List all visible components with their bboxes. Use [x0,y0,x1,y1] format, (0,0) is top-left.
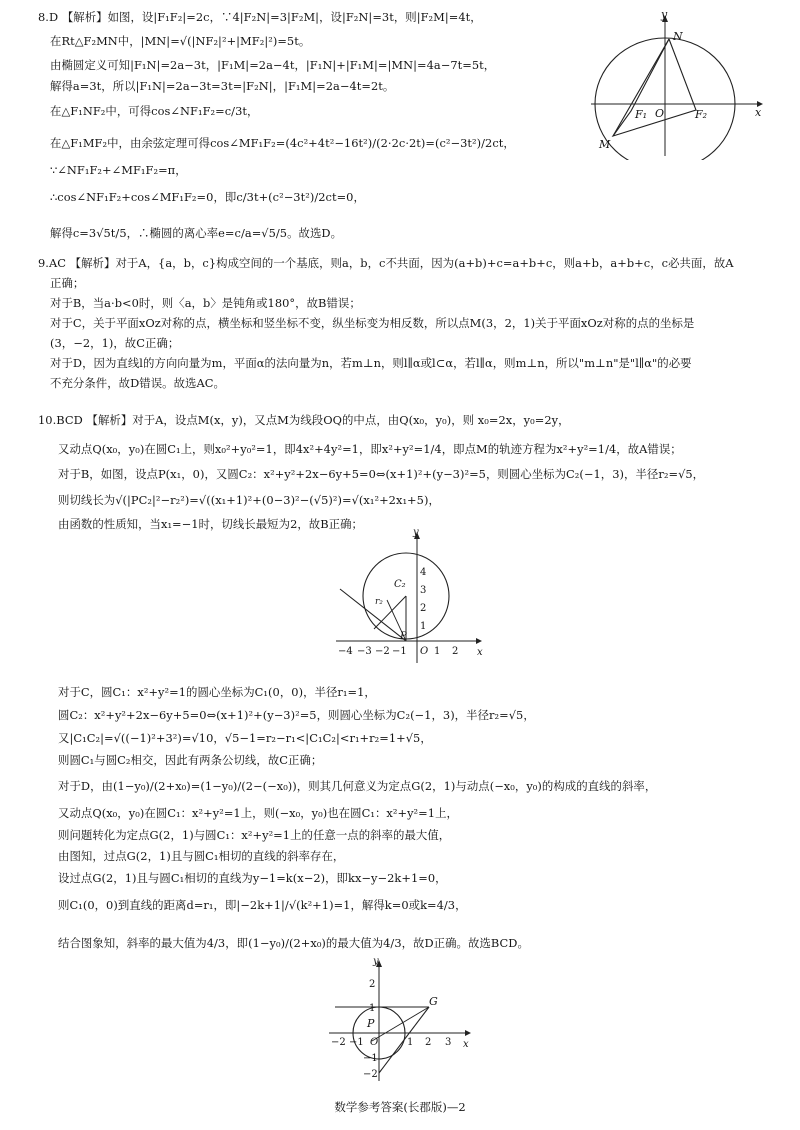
p9-line-2: 正确； [50,276,85,290]
c2-xtick-neg1: −1 [392,646,407,657]
p10-line-16: 结合图象知，斜率的最大值为4/3，即(1−y₀)/(2+x₀)的最大值为4/3，故D正确。故选BCD。 [58,936,529,950]
c2-ytick-3: 3 [420,585,427,596]
ellipse-x-axis-label: x [755,106,762,119]
p10-line-7: 圆C₂：x²+y²+2x−6y+5=0⇔(x+1)²+(y−3)²=5，则圆心坐标为C₂(−1，3)，半径r₂=√5， [58,708,535,722]
ellipse-label-n: N [673,30,683,43]
c1-xtick-neg2: −2 [331,1037,346,1048]
p8-line-1: 8.D 【解析】如图，设|F₁F₂|=2c，∵4|F₂N|=3|F₂M|，设|F₂N|=3t，则|F₂M|=4t， [38,10,482,24]
p10-line-8: 又|C₁C₂|=√((−1)²+3²)=√10，√5−1=r₂−r₁<|C₁C₂|<r₁+r₂=1+√5， [58,731,432,745]
p10-line-9: 则圆C₁与圆C₂相交，因此有两条公切线，故C正确； [58,753,323,767]
c1-xtick-1: 1 [407,1037,414,1048]
c2-ytick-4: 4 [420,567,427,578]
ellipse-label-o: O [655,107,665,120]
c1-ytick-neg2: −2 [363,1069,378,1080]
p8-line-6: 在△F₁MF₂中，由余弦定理可得cos∠MF₁F₂=(4c²+4t²−16t²)/(2·2c·2t)=(c²−3t²)/2ct， [50,136,515,150]
c2-xtick-neg3: −3 [357,646,372,657]
ellipse-label-f2: F₂ [695,108,708,121]
p9-line-1: 9.AC 【解析】对于A，{a，b，c}构成空间的一个基底，则a，b，c不共面，因为(a+b)+c=a+b+c，则a+b，a+b+c，c必共面，故A [38,256,734,270]
c2-xtick-2: 2 [452,646,459,657]
p10-line-1: 10.BCD 【解析】对于A，设点M(x，y)，又点M为线段OQ的中点，由Q(x₀，y₀)，则 x₀=2x，y₀=2y， [38,413,570,427]
c1-xtick-neg1: −1 [349,1037,364,1048]
c2-xtick-neg2: −2 [375,646,390,657]
p10-line-13: 由图知，过点G(2，1)且与圆C₁相切的直线的斜率存在， [58,849,345,863]
p10-line-2: 又动点Q(x₀，y₀)在圆C₁上，则x₀²+y₀²=1，即4x²+4y²=1，即x²+y²=1/4，即点M的轨迹方程为x²+y²=1/4，故A错误； [58,442,682,456]
circle-c2-figure [330,527,490,667]
p10-line-6: 对于C，圆C₁：x²+y²=1的圆心坐标为C₁(0，0)，半径r₁=1， [58,685,376,699]
ellipse-y-axis-label: y [661,10,668,21]
p8-line-8: ∴cos∠NF₁F₂+cos∠MF₁F₂=0，即c/3t+(c²−3t²)/2ct=0， [50,190,365,204]
c1-ytick-1: 1 [369,1003,376,1014]
p10-line-11: 又动点Q(x₀，y₀)在圆C₁：x²+y²=1上，则(−x₀，y₀)也在圆C₁：x²+y²=1上， [58,806,458,820]
p8-line-2: 在Rt△F₂MN中，|MN|=√(|NF₂|²+|MF₂|²)=5t。 [50,34,311,48]
p10-line-3: 对于B，如图，设点P(x₁，0)，又圆C₂：x²+y²+2x−6y+5=0⇔(x+1)²+(y−3)²=5，则圆心坐标为C₂(−1，3)，半径r₂=√5， [58,467,705,481]
c2-x-axis-label: x [477,647,483,658]
p9-line-6: 对于D，因为直线l的方向向量为m，平面α的法向量为n，若m⊥n，则l∥α或l⊂α，若l∥α，则m⊥n，所以"m⊥n"是"l∥α"的必要 [50,356,692,370]
p8-line-4: 解得a=3t，所以|F₁N|=2a−3t=3t=|F₂N|，|F₁M|=2a−4t=2t。 [50,79,395,93]
p10-line-15: 则C₁(0，0)到直线的距离d=r₁，即|−2k+1|/√(k²+1)=1，解得k=0或k=4/3， [58,898,467,912]
ellipse-label-f1: F₁ [635,108,648,121]
c2-label-p: P [400,631,407,642]
p8-line-9: 解得c=3√5t/5，∴椭圆的离心率e=c/a=√5/5。故选D。 [50,226,343,240]
p9-line-4: 对于C，关于平面xOz对称的点，横坐标和竖坐标不变，纵坐标变为相反数，所以点M(3，2，1)关于平面xOz对称的点的坐标是 [50,316,695,330]
c2-xtick-neg4: −4 [338,646,353,657]
p10-line-4: 则切线长为√(|PC₂|²−r₂²)=√((x₁+1)²+(0−3)²−(√5)²)=√(x₁²+2x₁+5)， [58,493,440,507]
p8-line-7: ∵∠NF₁F₂+∠MF₁F₂=π， [50,163,187,177]
p10-line-10: 对于D，由(1−y₀)/(2+x₀)=(1−y₀)/(2−(−x₀))，则其几何意义为定点G(2，1)与动点(−x₀，y₀)的构成的直线的斜率， [58,779,657,793]
p9-line-7: 不充分条件，故D错误。故选AC。 [50,376,225,390]
c2-label-o: O [420,646,429,657]
p10-line-14: 设过点G(2，1)且与圆C₁相切的直线为y−1=k(x−2)，即kx−y−2k+1=0， [58,871,447,885]
c2-label-center: C₂ [394,579,406,590]
p8-line-5: 在△F₁NF₂中，可得cos∠NF₁F₂=c/3t， [50,104,259,118]
c1-label-p: P [367,1017,375,1030]
c1-label-o: O [370,1037,379,1048]
c1-ytick-2: 2 [369,979,376,990]
p8-line-3: 由椭圆定义可知|F₁N|=2a−3t，|F₁M|=2a−4t，|F₁N|+|F₁M|=|MN|=4a−7t=5t， [50,58,496,72]
circle-c1-figure [325,955,475,1085]
ellipse-label-m: M [599,138,611,151]
c1-x-axis-label: x [463,1039,469,1050]
page-footer: 数学参考答案(长郡版)—2 [334,1100,466,1114]
c2-y-axis-label: y [413,527,419,538]
p10-line-12: 则问题转化为定点G(2，1)与圆C₁：x²+y²=1上的任意一点的斜率的最大值， [58,828,451,842]
c1-xtick-3: 3 [445,1037,452,1048]
c1-ytick-neg1: −1 [363,1053,378,1064]
c1-xtick-2: 2 [425,1037,432,1048]
c2-xtick-1: 1 [434,646,441,657]
c2-ytick-2: 2 [420,603,427,614]
ellipse-figure [585,10,765,160]
c2-label-radius: r₂ [375,597,383,607]
c1-y-axis-label: y [373,956,379,967]
c1-label-g: G [429,995,438,1008]
c2-ytick-1: 1 [420,621,427,632]
p9-line-5: (3，−2，1)，故C正确； [50,336,180,350]
p10-line-5: 由函数的性质知，当x₁=−1时，切线长最短为2，故B正确； [58,517,363,531]
p9-line-3: 对于B，当a·b<0时，则〈a，b〉是钝角或180°，故B错误； [50,296,361,310]
